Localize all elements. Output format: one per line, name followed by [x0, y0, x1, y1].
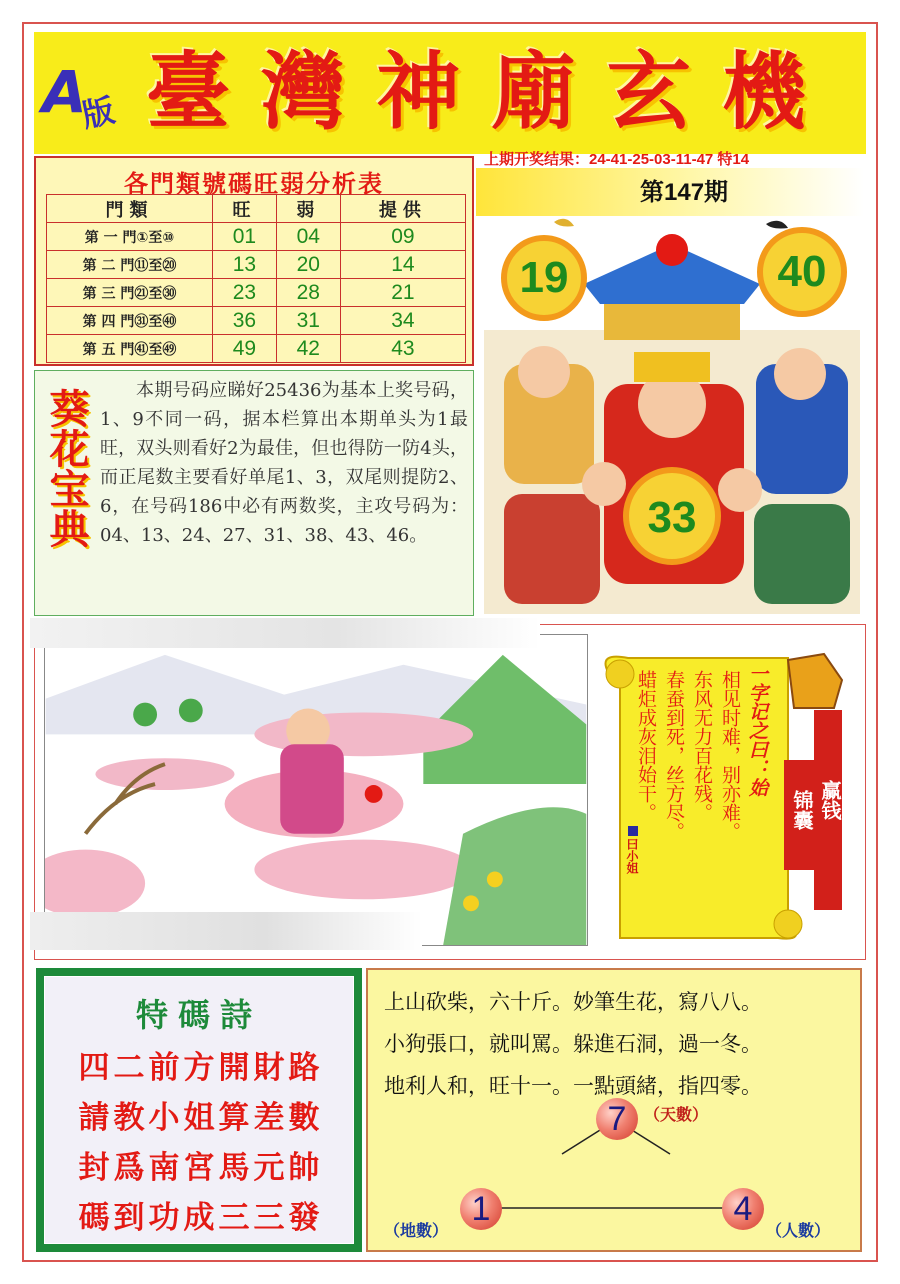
ruo-value: 20 [276, 251, 340, 279]
wang-value: 49 [213, 335, 277, 363]
title-char: 灣 [261, 42, 346, 141]
number-center: 33 [647, 493, 697, 542]
pink-rock [254, 840, 473, 900]
riddle-line: 小狗張口，就叫罵。躲進石洞，過一冬。 [384, 1032, 762, 1056]
door-label: 第 一 門①至⑩ [47, 223, 213, 251]
figure-lower-left [504, 494, 600, 604]
fade-bar [30, 912, 422, 950]
scroll-line: 相见时难，别亦难。 [719, 670, 741, 841]
di-number: 1 [471, 1190, 491, 1228]
title-char: 玄 [606, 42, 691, 141]
poem-line: 封爲南宮馬元帥 [78, 1150, 324, 1186]
analysis-table [46, 194, 466, 363]
temple-gods-illustration [484, 214, 860, 614]
scroll-roll-bottom [774, 910, 802, 938]
red-orb [365, 785, 383, 803]
yellow-orb [487, 871, 503, 887]
tree-icon [133, 703, 157, 727]
figure-mid-face [582, 462, 626, 506]
ruo-value: 31 [276, 307, 340, 335]
scroll-line: 春蚕到死，丝方尽。 [663, 670, 685, 841]
tigong-value: 43 [340, 335, 465, 363]
column-header: 旺 [213, 195, 277, 223]
scroll-author: 曰小姐 [625, 838, 639, 874]
figure-left-face [518, 346, 570, 398]
badge-letter: A [42, 58, 87, 126]
temple-emblem [656, 234, 688, 266]
figure-right-face [774, 348, 826, 400]
author-marker [628, 826, 638, 836]
fade-bar [30, 618, 540, 648]
scholar-robe [280, 744, 344, 833]
issue-number: 第147期 [640, 179, 729, 206]
ruo-value: 42 [276, 335, 340, 363]
wang-value: 23 [213, 279, 277, 307]
door-label: 第 五 門㊶至㊾ [47, 335, 213, 363]
scroll-heading: 一字记之曰：始 [746, 664, 768, 797]
ruo-value: 28 [276, 279, 340, 307]
door-label: 第 二 門⑪至⑳ [47, 251, 213, 279]
table-row [47, 335, 466, 363]
di-label: （地數） [384, 1221, 449, 1240]
table-row [47, 251, 466, 279]
bird-icon [766, 221, 788, 229]
tigong-value: 09 [340, 223, 465, 251]
scroll-line: 蜡炬成灰泪始干。 [635, 670, 657, 822]
tian-label: （天數） [644, 1105, 709, 1124]
riddle-line: 上山砍柴，六十斤。妙筆生花，寫八八。 [384, 990, 762, 1014]
tigong-value: 14 [340, 251, 465, 279]
scroll-line: 东风无力百花残。 [691, 670, 713, 822]
tigong-value: 21 [340, 279, 465, 307]
tree-icon [179, 699, 203, 723]
edition-badge [42, 54, 132, 134]
analysis-title: 各門類號碼旺弱分析表 [124, 170, 384, 198]
baodian-title: 葵花宝典 [43, 388, 90, 548]
purse-label: 锦囊 [790, 790, 814, 830]
number-right: 40 [777, 247, 827, 296]
door-label: 第 四 門㉛至㊵ [47, 307, 213, 335]
poem-title: 特碼詩 [135, 996, 262, 1034]
poem-line: 四二前方開財路 [78, 1050, 324, 1086]
figure-lower-right [754, 504, 850, 604]
table-row [47, 307, 466, 335]
temple-wall [604, 304, 740, 340]
yellow-orb [463, 895, 479, 911]
poem-line: 請教小姐算差數 [78, 1100, 324, 1136]
wang-value: 13 [213, 251, 277, 279]
number-left: 19 [519, 253, 569, 302]
baodian-text: 本期号码应睇好25436为基本上奖号码，1、9不同一码，据本栏算出本期单头为1最旺，双头则看好2为最佳，但也得防一防4头， 而正尾数主要看好单尾1、3，双尾则提防2、6，在号码186中必有两数奖，主攻号码为：04、13、24、27、31、38、43、46。 [100, 380, 468, 546]
column-header: 門類 [47, 195, 213, 223]
purse-bag [788, 654, 842, 708]
purse-label: 赢钱 [818, 780, 842, 820]
wang-value: 36 [213, 307, 277, 335]
butterfly-icon [554, 219, 574, 227]
analysis-panel [34, 156, 474, 366]
badge-text: 版 [78, 91, 119, 135]
column-header: 弱 [276, 195, 340, 223]
last-results: 上期开奖结果：24-41-25-03-11-47 特14 [484, 151, 750, 168]
wang-value: 01 [213, 223, 277, 251]
tigong-value: 34 [340, 307, 465, 335]
poem-line: 碼到功成三三發 [78, 1200, 324, 1236]
column-header: 提供 [340, 195, 465, 223]
figure-center-hat [634, 352, 710, 382]
figure-mid-face [718, 468, 762, 512]
scroll-roll-top [606, 660, 634, 688]
title-char: 神 [376, 42, 461, 141]
title-char: 機 [721, 42, 806, 141]
title-char: 廟 [491, 42, 576, 141]
ren-label: （人數） [766, 1221, 831, 1240]
riddle-line: 地利人和，旺十一。一點頭緒，指四零。 [384, 1074, 762, 1098]
table-row [47, 279, 466, 307]
title-char: 臺 [146, 42, 231, 141]
ren-number: 4 [733, 1190, 753, 1228]
page-title [146, 44, 806, 140]
door-label: 第 三 門㉑至㉚ [47, 279, 213, 307]
pink-cloud [95, 758, 234, 790]
table-header-row [47, 195, 466, 223]
tian-number: 7 [607, 1100, 627, 1138]
landscape-illustration [44, 634, 588, 946]
table-row [47, 223, 466, 251]
ruo-value: 04 [276, 223, 340, 251]
